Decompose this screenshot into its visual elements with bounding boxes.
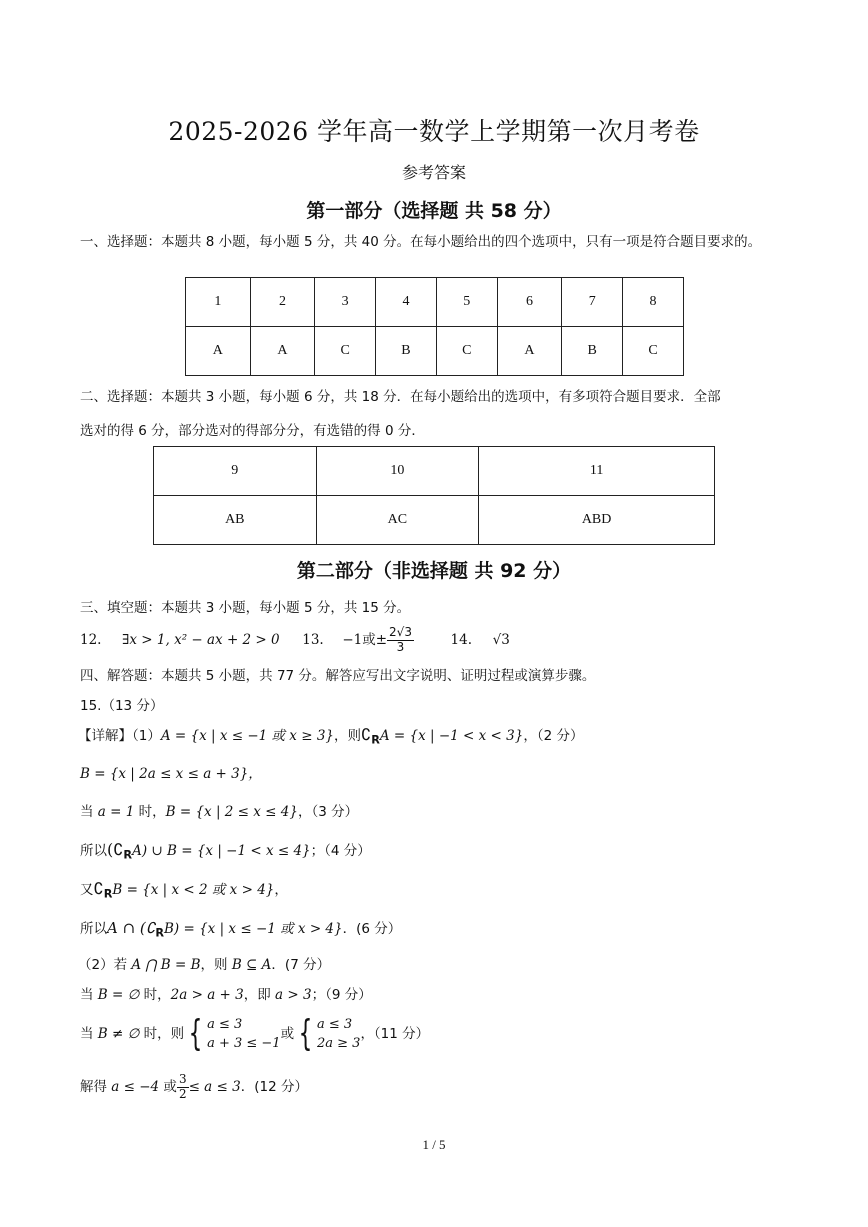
answer-table-1 (185, 277, 684, 376)
math: a ≤ 3 (207, 1016, 243, 1032)
text: ， (274, 882, 288, 898)
text: 当 (80, 804, 98, 820)
solution-line-1 (78, 724, 583, 747)
math: a ≤ −4 (111, 1079, 160, 1095)
section2-text-line1: 二、选择题：本题共 3 小题，每小题 6 分，共 18 分．在每小题给出的选项中，有多项符合题目要求．全部 (80, 389, 721, 405)
fraction-denominator: 2 (178, 1086, 187, 1101)
math: B ⊆ A (231, 957, 272, 973)
math: (∁ (107, 840, 124, 859)
math: A = {x | x ≤ −1 或 x ≥ 3} (160, 728, 334, 744)
complement-subscript: R (371, 733, 380, 747)
math: B = {x | 2 ≤ x ≤ 4} (165, 804, 298, 820)
table-cell: 4 (376, 278, 437, 327)
table-cell: B (562, 327, 623, 376)
fraction-denominator: 3 (396, 639, 405, 654)
text: 所以 (80, 921, 107, 937)
math: B = ∅ (97, 987, 140, 1003)
table-row (186, 278, 684, 327)
table-cell: 2 (250, 278, 315, 327)
text: 又 (80, 882, 94, 898)
q13-answer-prefix: −1或± (342, 632, 388, 648)
table-row (154, 496, 715, 545)
table-cell: B (376, 327, 437, 376)
text: 时，则 (139, 1026, 185, 1042)
solution-line-4 (80, 839, 371, 862)
text: ，则 (200, 957, 232, 973)
text: ．(6 分） (342, 921, 402, 937)
fraction-numerator: 2√3 (389, 625, 412, 640)
table-cell: 10 (316, 447, 479, 496)
solution-line-2: B = {x | 2a ≤ x ≤ a + 3}， (80, 766, 262, 782)
table-cell: AB (154, 496, 317, 545)
q14-answer: √3 (492, 632, 510, 648)
text: ；（4 分） (310, 843, 371, 859)
table-row (154, 447, 715, 496)
left-brace-icon: { (188, 1013, 203, 1054)
solution-line-3 (80, 800, 358, 820)
complement-symbol: ∁ (93, 879, 104, 898)
math: 2a > a + 3 (170, 987, 244, 1003)
math: B) = {x | x ≤ −1 或 x > 4} (164, 921, 343, 937)
math: 2a ≥ 3 (316, 1036, 361, 1051)
text: ，即 (243, 987, 276, 1003)
table-cell: A (497, 327, 562, 376)
table-cell: 3 (315, 278, 376, 327)
left-brace-icon: { (298, 1013, 313, 1054)
inequality-system-1 (207, 1015, 281, 1054)
solution-tag: 【详解】 (78, 728, 132, 744)
text: ，则 (334, 728, 361, 744)
q13-fraction (387, 626, 414, 653)
section2-text-line2: 选对的得 6 分，部分选对的得部分分，有选错的得 0 分． (80, 423, 425, 439)
fraction-numerator: 3 (178, 1072, 187, 1087)
text: 当 (80, 1026, 98, 1042)
solution-line-9 (80, 1010, 429, 1058)
complement-subscript: R (155, 926, 165, 940)
math: B ≠ ∅ (97, 1026, 140, 1042)
math: ≤ a ≤ 3 (188, 1079, 241, 1095)
part2-heading: 第二部分（非选择题 共 92 分） (296, 560, 572, 582)
table-cell: ABD (479, 496, 715, 545)
table-cell: 11 (479, 447, 715, 496)
table-cell: AC (316, 496, 479, 545)
math: a = 1 (97, 804, 135, 820)
text: ；（9 分） (311, 987, 372, 1003)
fraction (177, 1073, 189, 1100)
math: a > 3 (275, 987, 312, 1003)
q12-answer: ∃x > 1, x² − ax + 2 > 0 (122, 632, 280, 648)
table-cell: 9 (154, 447, 317, 496)
text: （1） (132, 728, 161, 744)
math: B = {x | x < 2 或 x > 4} (112, 882, 275, 898)
math: a + 3 ≤ −1 (207, 1036, 281, 1051)
math: A ⋂ B = B (131, 957, 201, 973)
text: 或 (280, 1026, 295, 1042)
text: 当 (80, 987, 98, 1003)
solution-line-8 (80, 983, 372, 1003)
text: （2）若 (78, 957, 132, 973)
table-cell: C (315, 327, 376, 376)
solution-line-5 (80, 878, 288, 901)
text: ，（2 分） (523, 728, 584, 744)
text: ．(7 分） (271, 957, 331, 973)
table-cell: 8 (623, 278, 684, 327)
text: 时， (134, 804, 166, 820)
complement-symbol: ∁ (361, 725, 372, 744)
math: A ∩ (∁ (107, 919, 156, 937)
table-cell: 7 (562, 278, 623, 327)
table-cell: C (436, 327, 497, 376)
table-cell: C (623, 327, 684, 376)
q13-number: 13. (302, 632, 324, 648)
table-cell: A (250, 327, 315, 376)
part1-heading: 第一部分（选择题 共 58 分） (306, 200, 562, 222)
table-row (186, 327, 684, 376)
text: ．(12 分） (240, 1079, 308, 1095)
q12-number: 12. (80, 632, 102, 648)
table-cell: 5 (436, 278, 497, 327)
complement-subscript: R (103, 887, 113, 901)
text: 时， (139, 987, 171, 1003)
fill-in-answers (80, 620, 510, 660)
text: 解得 (80, 1079, 112, 1095)
math: A = {x | −1 < x < 3} (379, 728, 524, 744)
text: ，（3 分） (297, 804, 359, 820)
text: 或 (159, 1079, 177, 1095)
solution-line-10 (80, 1068, 308, 1106)
q14-number: 14. (450, 632, 473, 648)
page-subtitle: 参考答案 (401, 163, 466, 182)
table-cell: A (186, 327, 251, 376)
page-number: 1 / 5 (422, 1137, 446, 1152)
section4-text: 四、解答题：本题共 5 小题，共 77 分。解答应写出文字说明、证明过程或演算步骤。 (80, 668, 596, 684)
section1-instructions (80, 230, 796, 256)
math: a ≤ 3 (316, 1016, 353, 1032)
text: 所以 (80, 843, 107, 859)
answer-table-2 (153, 446, 715, 545)
complement-subscript: R (123, 848, 133, 862)
section1-text: 一、选择题：本题共 8 小题，每小题 5 分，共 40 分。在每小题给出的四个选项中，只有一项是符合题目要求的。 (80, 234, 762, 250)
inequality-system-2 (317, 1015, 360, 1054)
solution-line-6 (80, 917, 401, 940)
section3-text: 三、填空题：本题共 3 小题，每小题 5 分，共 15 分。 (80, 600, 411, 616)
table-cell: 1 (186, 278, 251, 327)
page-title: 2025-2026 学年高一数学上学期第一次月考卷 (168, 117, 700, 146)
text: ，（11 分） (360, 1026, 430, 1042)
table-cell: 6 (497, 278, 562, 327)
q15-heading: 15.（13 分） (80, 698, 164, 714)
solution-line-7 (78, 953, 330, 973)
math: A) ∪ B = {x | −1 < x ≤ 4} (132, 843, 311, 859)
